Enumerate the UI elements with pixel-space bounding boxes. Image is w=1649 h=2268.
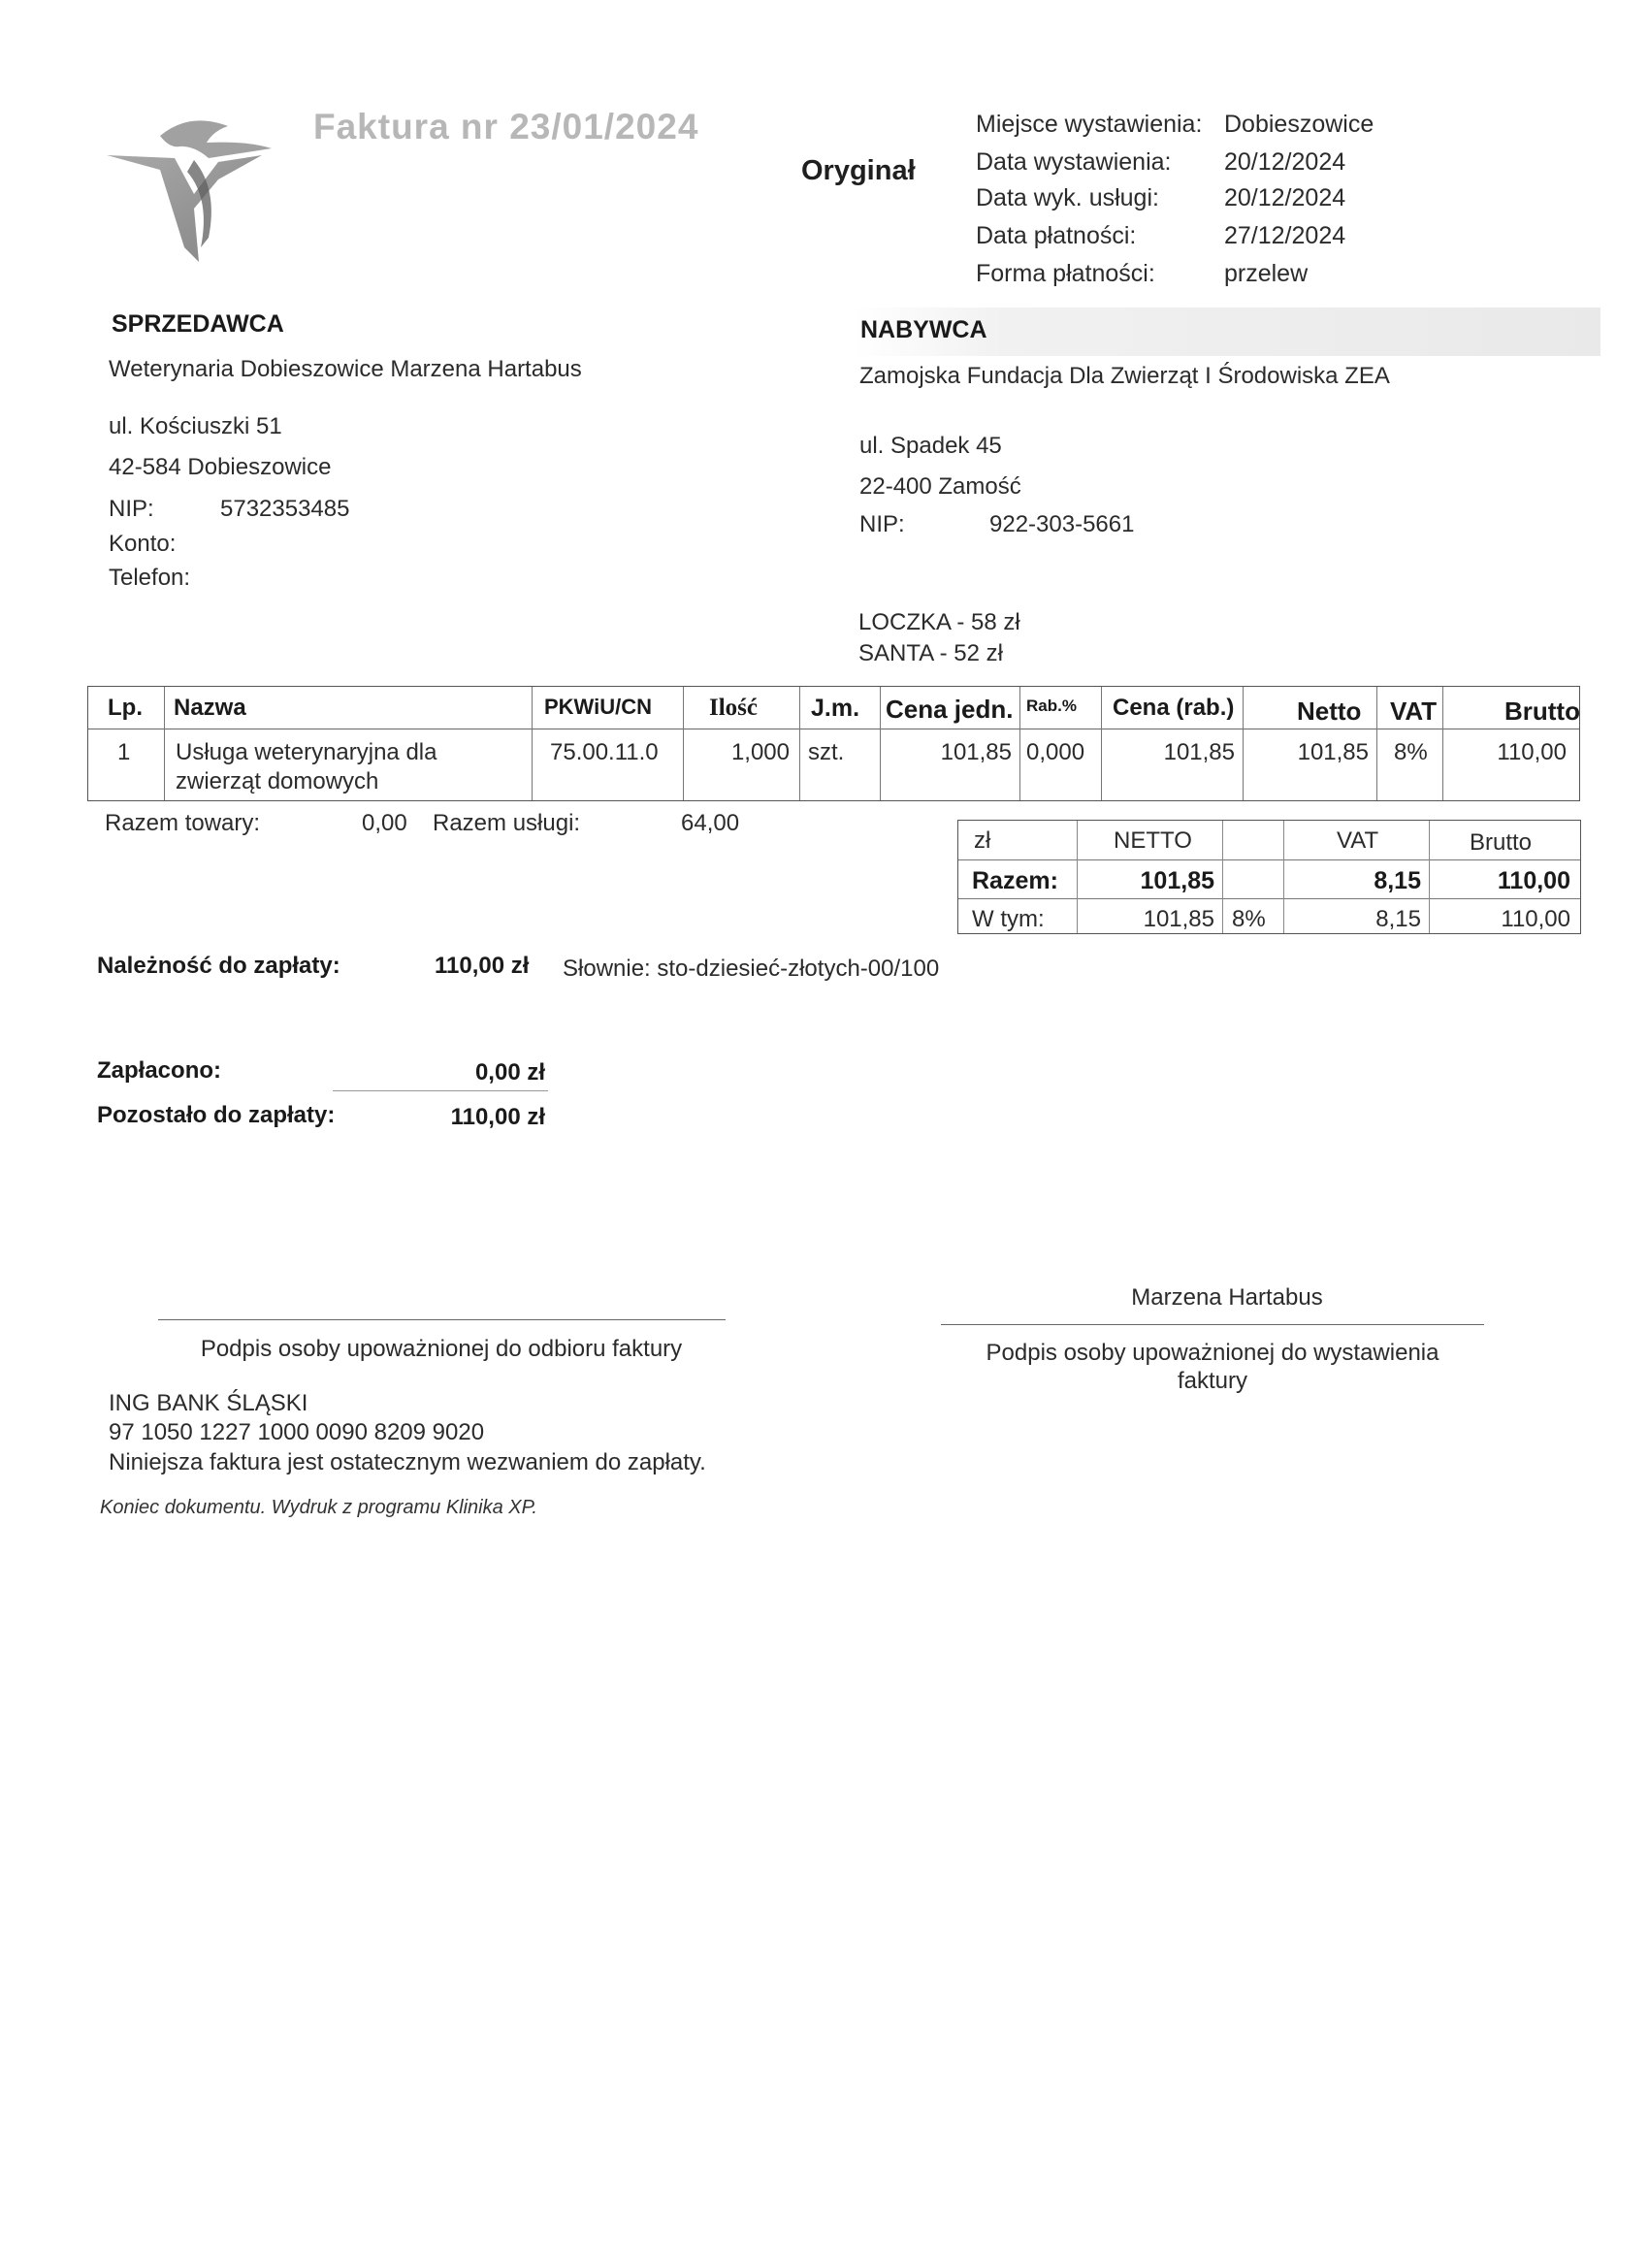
summary-breakdown-rate: 8% [1232, 906, 1266, 932]
amount-due-value: 110,00 zł [435, 953, 530, 979]
row-name-line2: zwierząt domowych [176, 768, 379, 794]
goods-total-label: Razem towary: [105, 810, 261, 836]
row-unit-price: 101,85 [940, 739, 1012, 765]
invoice-title: Faktura nr 23/01/2024 [313, 107, 699, 146]
buyer-note-santa: SANTA - 52 zł [858, 640, 1003, 666]
seller-city: 42-584 Dobieszowice [109, 454, 332, 480]
final-notice: Niniejsza faktura jest ostatecznym wezwaniem do zapłaty. [109, 1449, 706, 1475]
col-header-vat: VAT [1390, 697, 1438, 726]
issuer-name: Marzena Hartabus [1131, 1284, 1323, 1311]
vat-summary-table [957, 820, 1581, 934]
seller-account-label: Konto: [109, 531, 177, 557]
issuer-signature-caption-2: faktury [1177, 1368, 1248, 1394]
summary-total-vat: 8,15 [1374, 867, 1421, 894]
meta-value-issue-date: 20/12/2024 [1224, 148, 1346, 176]
meta-label-service-date: Data wyk. usługi: [976, 184, 1159, 211]
summary-breakdown-vat: 8,15 [1375, 906, 1421, 932]
row-net: 101,85 [1297, 739, 1369, 765]
meta-label-issue-date: Data wystawienia: [976, 148, 1172, 176]
col-header-net: Netto [1297, 697, 1362, 726]
paid-value: 0,00 zł [474, 1059, 545, 1085]
items-table [87, 686, 1580, 801]
seller-phone-label: Telefon: [109, 565, 191, 591]
col-header-qty: Ilość [709, 695, 758, 721]
row-qty: 1,000 [730, 739, 790, 765]
issuer-signature-caption-1: Podpis osoby upoważnionej do wystawienia [986, 1340, 1439, 1366]
seller-nip-label: NIP: [109, 496, 154, 522]
services-total-label: Razem usługi: [433, 810, 581, 836]
row-price-disc: 101,85 [1163, 739, 1235, 765]
buyer-note-loczka: LOCZKA - 58 zł [858, 609, 1020, 635]
summary-head-net: NETTO [1114, 827, 1192, 854]
meta-value-payment-date: 27/12/2024 [1224, 222, 1346, 249]
summary-breakdown-gross: 110,00 [1501, 906, 1570, 932]
bank-name: ING BANK ŚLĄSKI [109, 1390, 308, 1416]
meta-label-place: Miejsce wystawienia: [976, 111, 1203, 138]
seller-name: Weterynaria Dobieszowice Marzena Hartabus [109, 356, 582, 382]
col-header-discount: Rab.% [1026, 697, 1077, 715]
col-header-lp: Lp. [108, 695, 143, 721]
seller-heading: SPRZEDAWCA [112, 310, 284, 338]
receiver-signature-line [158, 1319, 726, 1320]
services-total-value: 64,00 [681, 810, 740, 836]
col-header-unit-price: Cena jedn. [886, 695, 1014, 724]
goods-total-value: 0,00 [362, 810, 407, 836]
paid-label: Zapłacono: [97, 1057, 222, 1084]
summary-head-gross: Brutto [1470, 829, 1533, 856]
col-header-name: Nazwa [174, 695, 246, 721]
original-label: Oryginał [801, 155, 916, 186]
row-gross: 110,00 [1497, 739, 1567, 765]
col-header-pkwiu: PKWiU/CN [544, 695, 653, 719]
summary-breakdown-net: 101,85 [1143, 906, 1214, 932]
buyer-nip: 922-303-5661 [989, 511, 1135, 537]
issuer-signature-line [941, 1324, 1484, 1325]
meta-value-service-date: 20/12/2024 [1224, 184, 1346, 211]
col-header-price-disc: Cena (rab.) [1113, 695, 1235, 721]
remaining-label: Pozostało do zapłaty: [97, 1102, 336, 1128]
row-lp: 1 [117, 739, 131, 765]
row-name-line1: Usługa weterynaryjna dla [176, 739, 437, 765]
meta-value-payment-method: przelew [1224, 260, 1309, 287]
row-discount: 0,000 [1026, 739, 1085, 765]
row-pkwiu: 75.00.11.0 [550, 739, 659, 765]
summary-total-label: Razem: [972, 867, 1058, 894]
receiver-signature-caption: Podpis osoby upoważnionej do odbioru faktury [200, 1336, 683, 1362]
row-vat: 8% [1394, 739, 1428, 765]
row-unit: szt. [808, 739, 845, 765]
remaining-value: 110,00 zł [450, 1104, 545, 1130]
buyer-name: Zamojska Fundacja Dla Zwierząt I Środowiska ZEA [859, 363, 1390, 389]
meta-label-payment-method: Forma płatności: [976, 260, 1155, 287]
amount-in-words: Słownie: sto-dziesieć-złotych-00/100 [563, 956, 940, 982]
col-header-gross: Brutto [1504, 697, 1580, 726]
summary-total-net: 101,85 [1140, 867, 1214, 894]
seller-nip: 5732353485 [220, 496, 350, 522]
amount-due-label: Należność do zapłaty: [97, 953, 340, 979]
buyer-street: ul. Spadek 45 [859, 433, 1002, 459]
summary-breakdown-label: W tym: [972, 906, 1045, 932]
seller-street: ul. Kościuszki 51 [109, 413, 282, 439]
meta-label-payment-date: Data płatności: [976, 222, 1137, 249]
summary-head-vat: VAT [1337, 827, 1379, 854]
col-header-unit: J.m. [811, 695, 860, 722]
meta-value-place: Dobieszowice [1224, 111, 1374, 138]
buyer-nip-label: NIP: [859, 511, 905, 537]
buyer-city: 22-400 Zamość [859, 473, 1021, 500]
summary-total-gross: 110,00 [1497, 867, 1570, 894]
company-logo [102, 102, 276, 272]
document-footer: Koniec dokumentu. Wydruk z programu Klinika XP. [100, 1497, 537, 1518]
buyer-heading: NABYWCA [860, 316, 987, 343]
paid-underline [333, 1090, 548, 1091]
bank-account: 97 1050 1227 1000 0090 8209 9020 [109, 1419, 485, 1445]
summary-head-currency: zł [974, 827, 991, 854]
